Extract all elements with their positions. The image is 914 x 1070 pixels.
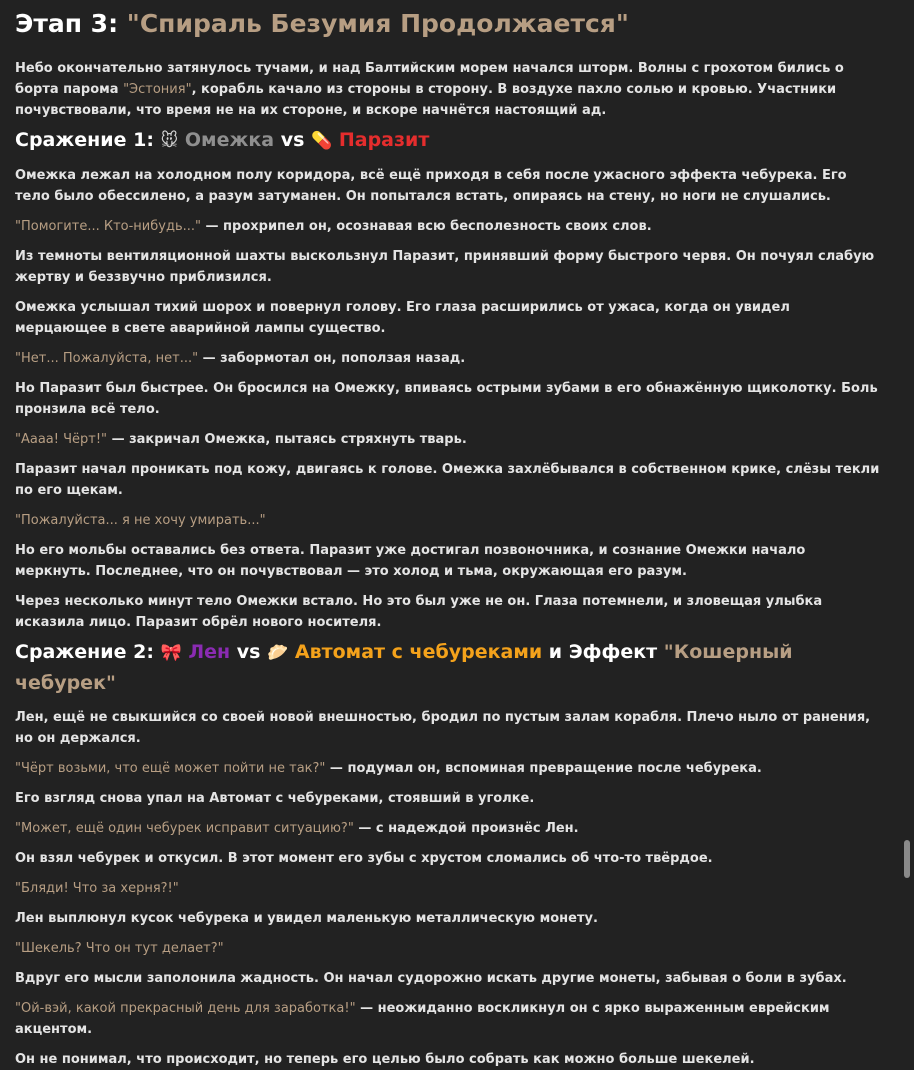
b1-p5: "Нет... Пожалуйста, нет..." — забормотал он, поползая назад.	[15, 351, 466, 366]
b2-p3: Его взгляд снова упал на Автомат с чебуреками, стоявший в уголке.	[15, 791, 535, 806]
b2-p2: "Чёрт возьми, что ещё может пойти не так?" — подумал он, вспоминая превращение после чебурека.	[15, 761, 762, 776]
stage-name: "Спираль Безумия Продолжается"	[126, 9, 629, 38]
b1-p6: Но Паразит был быстрее. Он бросился на Омежку, впиваясь острыми зубами в его обнажённую щиколотку. Боль пронзила всё тело.	[15, 381, 878, 417]
vertical-scrollbar[interactable]	[904, 0, 910, 1000]
story-content	[15, 0, 885, 1070]
b2-p11: Он не понимал, что происходит, но теперь его целью было собрать как можно больше шекелей.	[15, 1052, 755, 1067]
b2-p6: "Бляди! Что за херня?!"	[15, 881, 179, 896]
dumpling-icon: 🥟	[267, 643, 289, 663]
b1-p4: Омежка услышал тихий шорох и повернул голову. Его глаза расширились от ужаса, когда он увидел мерцающее в свете аварийной лампы существо.	[15, 300, 790, 336]
ship-name: "Эстония"	[123, 82, 192, 97]
mouse-icon: 🐭	[160, 131, 179, 151]
b2-p4: "Может, ещё один чебурек исправит ситуацию?" — с надеждой произнёс Лен.	[15, 821, 579, 836]
b1-p10: Но его мольбы оставались без ответа. Паразит уже достигал позвоночника, и сознание Омежки начало меркнуть. Последнее, что он почувствовал — это холод и тьма, окружающая его разум.	[15, 543, 806, 579]
b1-p9: "Пожалуйста... я не хочу умирать..."	[15, 513, 266, 528]
intro-paragraph: Небо окончательно затянулось тучами, и над Балтийским морем начался шторм. Волны с грохотом бились о борта парома "Эстония", корабль качало из стороны в сторону. В воздухе пахло солью и кровью. Участники почувствовали, что время не на их стороне, и вскоре начнётся настоящий ад.	[15, 61, 844, 118]
b1-p7: "Аааа! Чёрт!" — закричал Омежка, пытаясь стряхнуть тварь.	[15, 432, 467, 447]
b2-p9: Вдруг его мысли заполонила жадность. Он начал судорожно искать другие монеты, забывая о боли в зубах.	[15, 971, 847, 986]
pill-icon: 💊	[311, 131, 333, 151]
stage-title	[15, 6, 885, 42]
b2-p5: Он взял чебурек и откусил. В этот момент его зубы с хрустом сломались об что-то твёрдое.	[15, 851, 713, 866]
b1-p11: Через несколько минут тело Омежки встало. Но это был уже не он. Глаза потемнели, и зловещая улыбка исказила лицо. Паразит обрёл нового носителя.	[15, 594, 823, 630]
scrollbar-thumb[interactable]	[904, 840, 910, 878]
fighter-len: Лен	[188, 641, 231, 663]
b2-p1: Лен, ещё не свыкшийся со своей новой внешностью, бродил по пустым залам корабля. Плечо ныло от ранения, но он держался.	[15, 710, 871, 746]
b2-p8: "Шекель? Что он тут делает?"	[15, 941, 224, 956]
stage-prefix: Этап 3:	[15, 9, 119, 38]
fighter-omezhka: Омежка	[184, 129, 275, 151]
battle2-heading: Сражение 2: 🎀 Лен vs 🥟 Автомат с чебуреками и Эффект "Кошерный чебурек"	[15, 641, 793, 694]
b2-p10: "Ой-вэй, какой прекрасный день для заработка!" — неожиданно воскликнул он с ярко выраженным еврейским акцентом.	[15, 1001, 830, 1037]
effect-name: "Кошерный чебурек"	[15, 641, 793, 694]
battle1-heading: Сражение 1: 🐭 Омежка vs 💊 Паразит	[15, 129, 430, 151]
b1-p2: "Помогите... Кто-нибудь..." — прохрипел он, осознавая всю бесполезность своих слов.	[15, 219, 652, 234]
b1-p8: Паразит начал проникать под кожу, двигаясь к голове. Омежка захлёбывался в собственном крике, слёзы текли по его щекам.	[15, 462, 880, 498]
b1-p1: Омежка лежал на холодном полу коридора, всё ещё приходя в себя после ужасного эффекта чебурека. Его тело было обессилено, а разум затуманен. Он попытался встать, опираясь на стену, но ноги не слушались.	[15, 168, 847, 204]
b1-p3: Из темноты вентиляционной шахты выскользнул Паразит, принявший форму быстрого червя. Он почуял слабую жертву и беззвучно приблизился.	[15, 249, 875, 285]
fighter-vending-machine: Автомат с чебуреками	[294, 641, 543, 663]
b2-p7: Лен выплюнул кусок чебурека и увидел маленькую металлическую монету.	[15, 911, 598, 926]
ribbon-icon: 🎀	[160, 643, 182, 663]
fighter-parasite: Паразит	[338, 129, 430, 151]
